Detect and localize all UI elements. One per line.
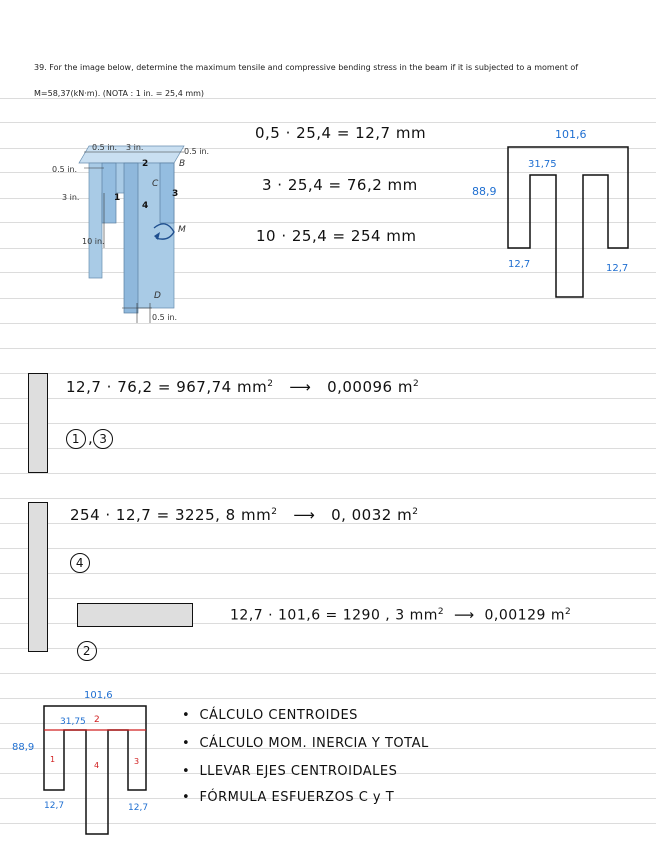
sketch2-part-4: 4 (94, 761, 100, 770)
area-2-part: 2 (77, 641, 99, 661)
problem-note: M=58,37(kN·m). (NOTA : 1 in. = 25,4 mm) (34, 89, 205, 98)
sketch1-inner-dim: 31,75 (528, 159, 557, 170)
point-d-label: D (154, 291, 161, 301)
sketch2-left-dim: 88,9 (12, 742, 35, 753)
area-1-3-parts: 1 , 3 (66, 429, 115, 449)
area-1-3-calc: 12,7 · 76,2 = 967,74 $mm^2$ ⟶ 0,00096 $m^2$ (66, 378, 420, 396)
element-4-panel (28, 502, 48, 652)
dim-left: 0.5 in. (52, 165, 78, 174)
part-2-label: 2 (142, 159, 149, 169)
conversion-2: 3 · 25,4 = 76,2 mm (262, 176, 418, 194)
sketch1-bottom-right-dim: 12,7 (606, 263, 629, 274)
area-4-calc: 254 · 12,7 = 3225, 8 $mm^2$ ⟶ 0, 0032 $m^2$ (70, 506, 419, 524)
sketch2-part-1: 1 (50, 755, 56, 764)
sketch1-left-dim: 88,9 (472, 185, 497, 198)
dim-top-left: 0.5 in. (92, 143, 118, 152)
step-2: • CÁLCULO MOM. INERCIA Y TOTAL (182, 736, 429, 751)
beam-flange (124, 163, 138, 313)
sketch2-bottom-right-dim: 12,7 (128, 803, 149, 813)
sketch2-top-dim: 101,6 (84, 690, 113, 701)
cross-section-sketch-divided (10, 684, 170, 844)
beam-figure (34, 128, 234, 328)
part-1-label: 1 (114, 193, 121, 203)
sketch2-part-3: 3 (134, 757, 140, 766)
dim-top-mid: 3 in. (126, 143, 144, 152)
sketch2-inner-dim: 31,75 (60, 717, 86, 727)
sketch1-top-dim: 101,6 (555, 128, 587, 141)
cross-section-sketch (470, 125, 645, 305)
sketch2-bottom-left-dim: 12,7 (44, 801, 65, 811)
moment-m-label: M (178, 225, 186, 235)
sketch2-part-2: 2 (94, 715, 100, 725)
element-2-panel (77, 603, 193, 627)
point-b-label: B (179, 159, 186, 169)
element-1-3-panel (28, 373, 48, 473)
area-2-calc: 12,7 · 101,6 = 1290 , 3 $mm^2$ ⟶ 0,00129 $m^2$ (230, 607, 572, 624)
point-c-label: C (152, 179, 159, 189)
step-1: • CÁLCULO CENTROIDES (182, 708, 358, 723)
dim-bottom: 0.5 in. (152, 313, 178, 322)
step-4: • FÓRMULA ESFUERZOS C y T (182, 790, 395, 805)
problem-text: 39. For the image below, determine the maximum tensile and compressive bending stress in the beam if it is subjected to a moment of (34, 63, 579, 72)
conversion-1: 0,5 · 25,4 = 12,7 mm (255, 124, 427, 142)
part-4-label: 4 (142, 201, 149, 211)
part-3-label: 3 (172, 189, 179, 199)
area-4-part: 4 (70, 553, 92, 573)
dim-top-right: 0.5 in. (184, 147, 210, 156)
step-3: • LLEVAR EJES CENTROIDALES (182, 764, 398, 779)
dim-3in: 3 in. (62, 193, 80, 202)
dim-10in: 10 in. (82, 237, 105, 246)
conversion-3: 10 · 25,4 = 254 mm (256, 227, 417, 245)
sketch1-bottom-left-dim: 12,7 (508, 259, 531, 270)
